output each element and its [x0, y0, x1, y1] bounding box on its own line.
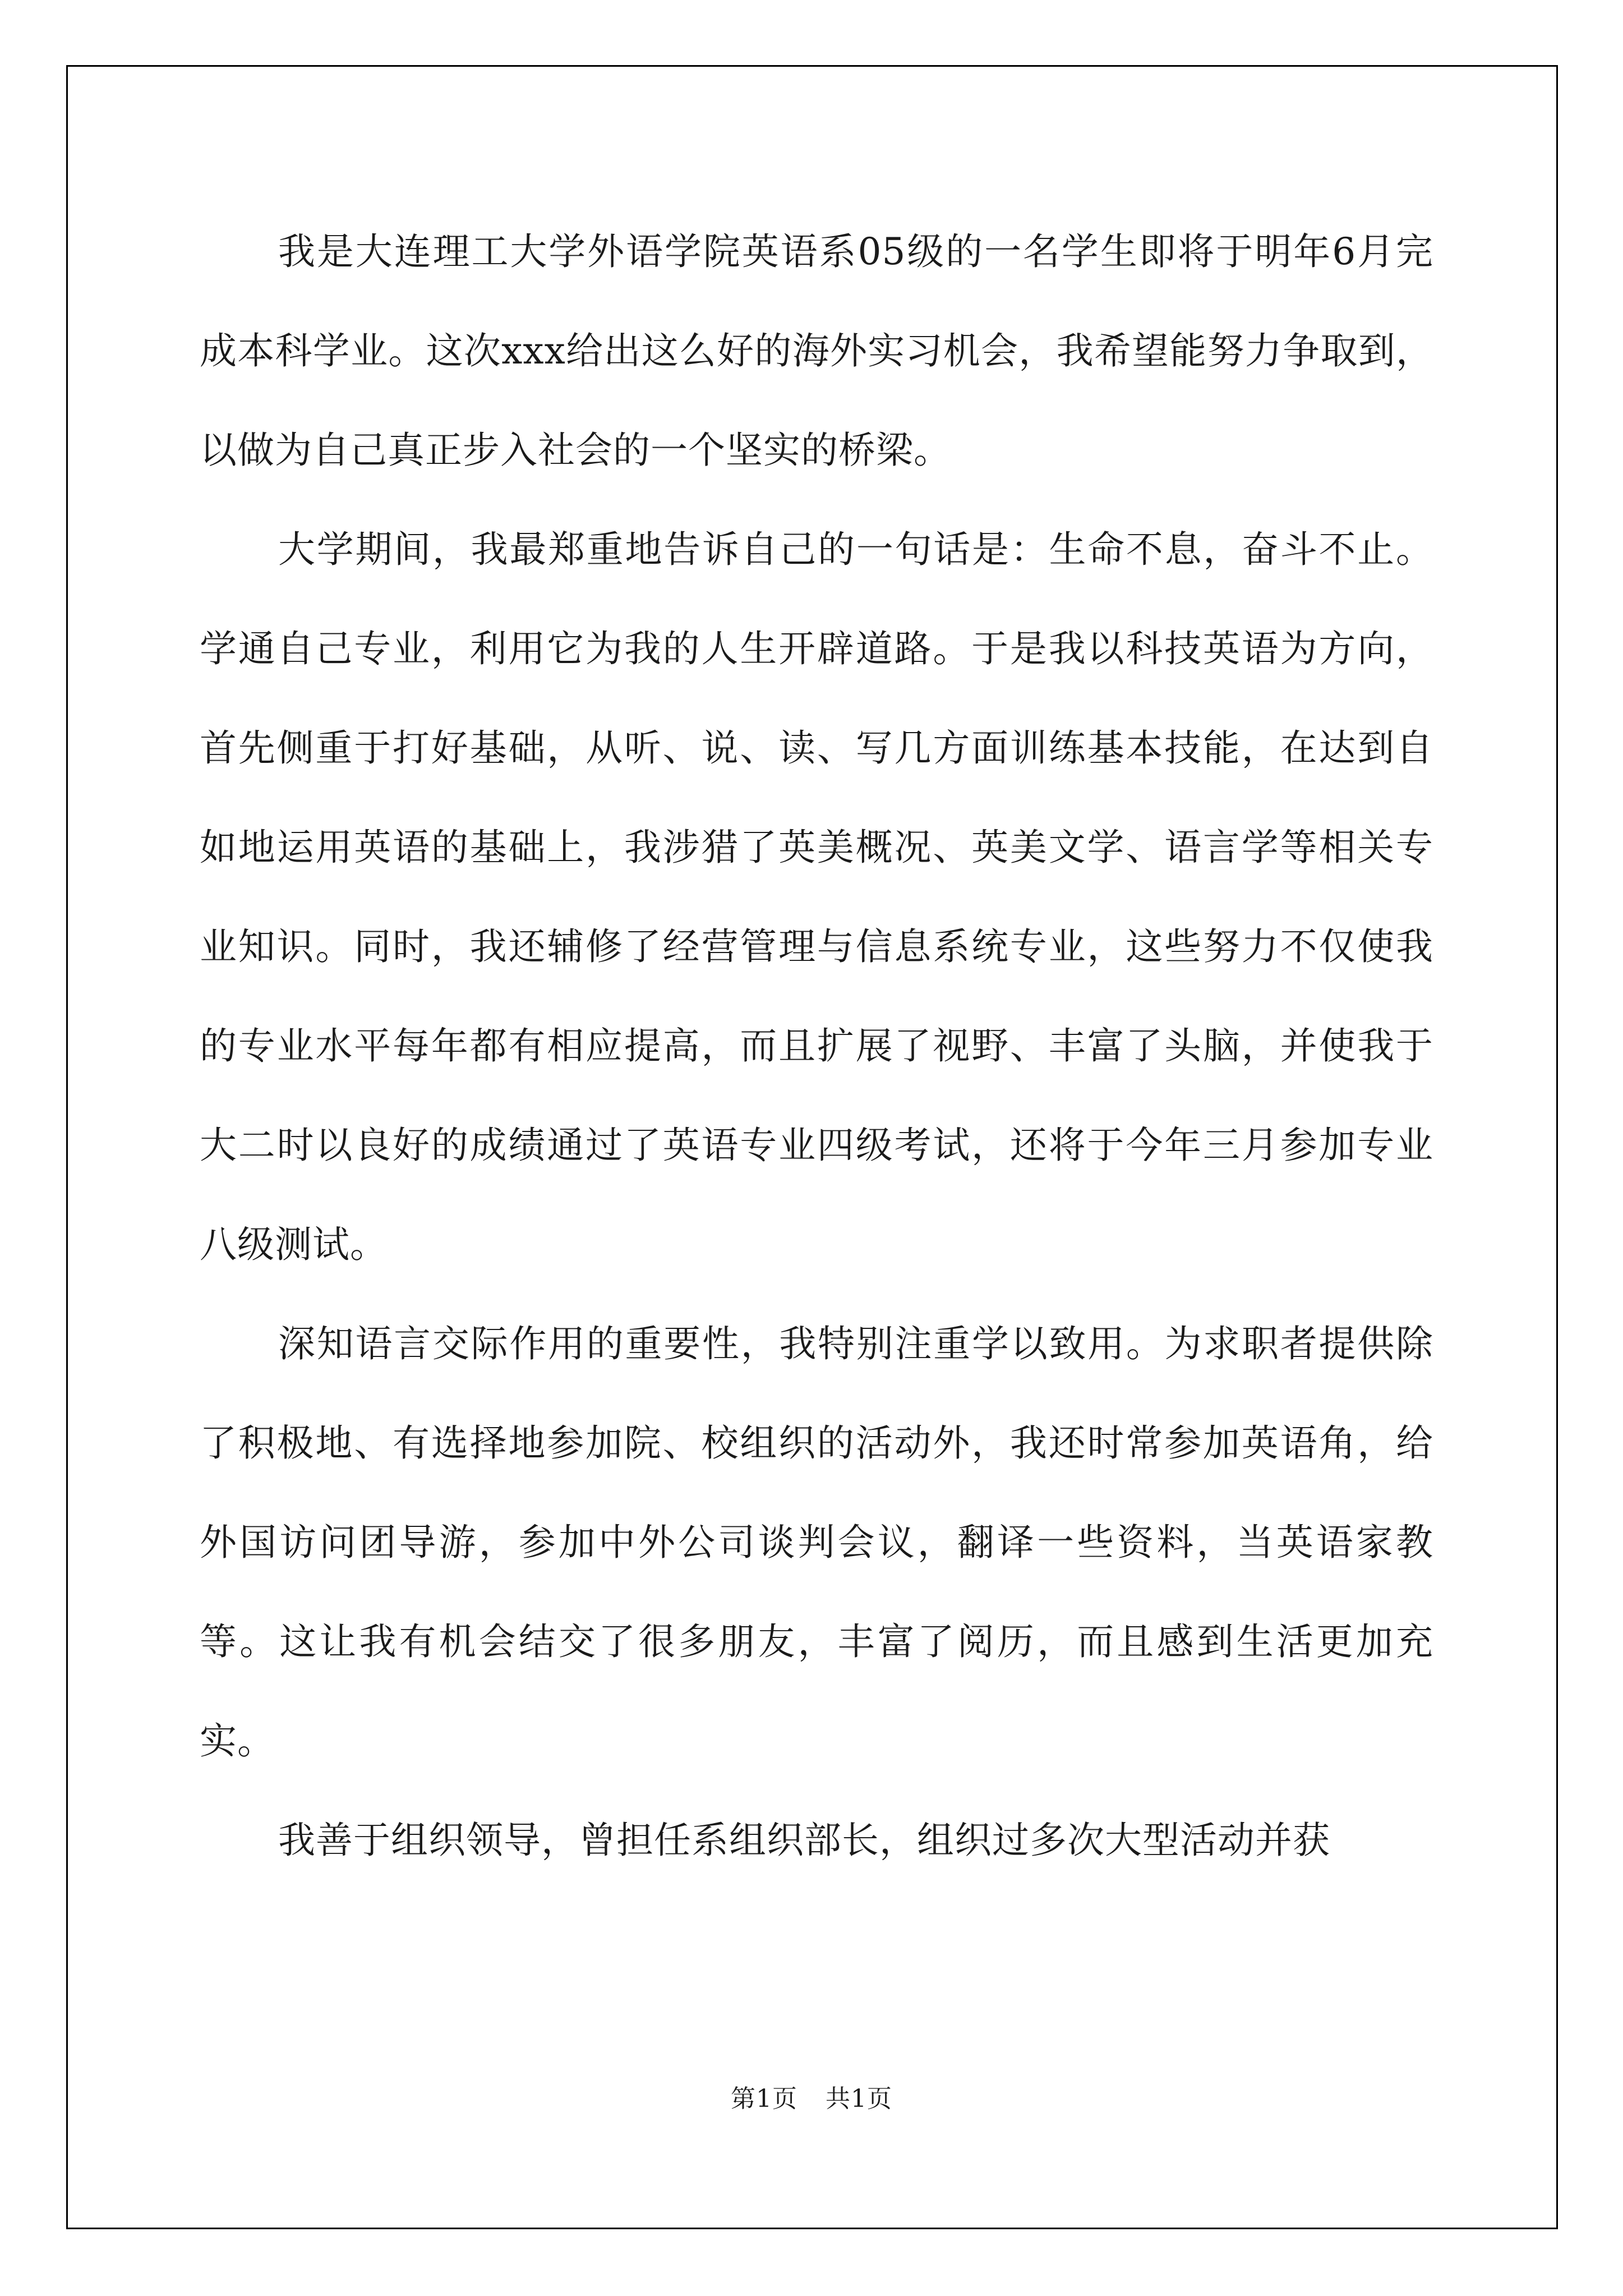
page-footer	[0, 2082, 1623, 2116]
paragraph-2: 大学期间，我最郑重地告诉自己的一句话是：生命不息，奋斗不止。学通自己专业，利用它为我的人生开辟道路。于是我以科技英语为方向，首先侧重于打好基础，从听、说、读、写几方面训练基本技能，在达到自如地运用英语的基础上，我涉猎了英美概况、英美文学、语言学等相关专业知识。同时，我还辅修了经营管理与信息系统专业，这些努力不仅使我的专业水平每年都有相应提高，而且扩展了视野、丰富了头脑，并使我于大二时以良好的成绩通过了英语专业四级考试，还将于今年三月参加专业八级测试。	[200, 528, 1433, 1266]
page-number-total: 共1页	[826, 2085, 892, 2113]
page-number-current: 第1页	[731, 2085, 797, 2113]
document-body	[200, 202, 1433, 1890]
paragraph-4: 我善于组织领导，曾担任系组织部长，组织过多次大型活动并获	[278, 1819, 1330, 1862]
paragraph-1: 我是大连理工大学外语学院英语系05级的一名学生即将于明年6月完成本科学业。这次xxx给出这么好的海外实习机会，我希望能努力争取到，以做为自己真正步入社会的一个坚实的桥梁。	[200, 230, 1433, 472]
paragraph-3: 深知语言交际作用的重要性，我特别注重学以致用。为求职者提供除了积极地、有选择地参加院、校组织的活动外，我还时常参加英语角，给外国访问团导游，参加中外公司谈判会议，翻译一些资料，当英语家教等。这让我有机会结交了很多朋友，丰富了阅历，而且感到生活更加充实。	[200, 1322, 1433, 1763]
